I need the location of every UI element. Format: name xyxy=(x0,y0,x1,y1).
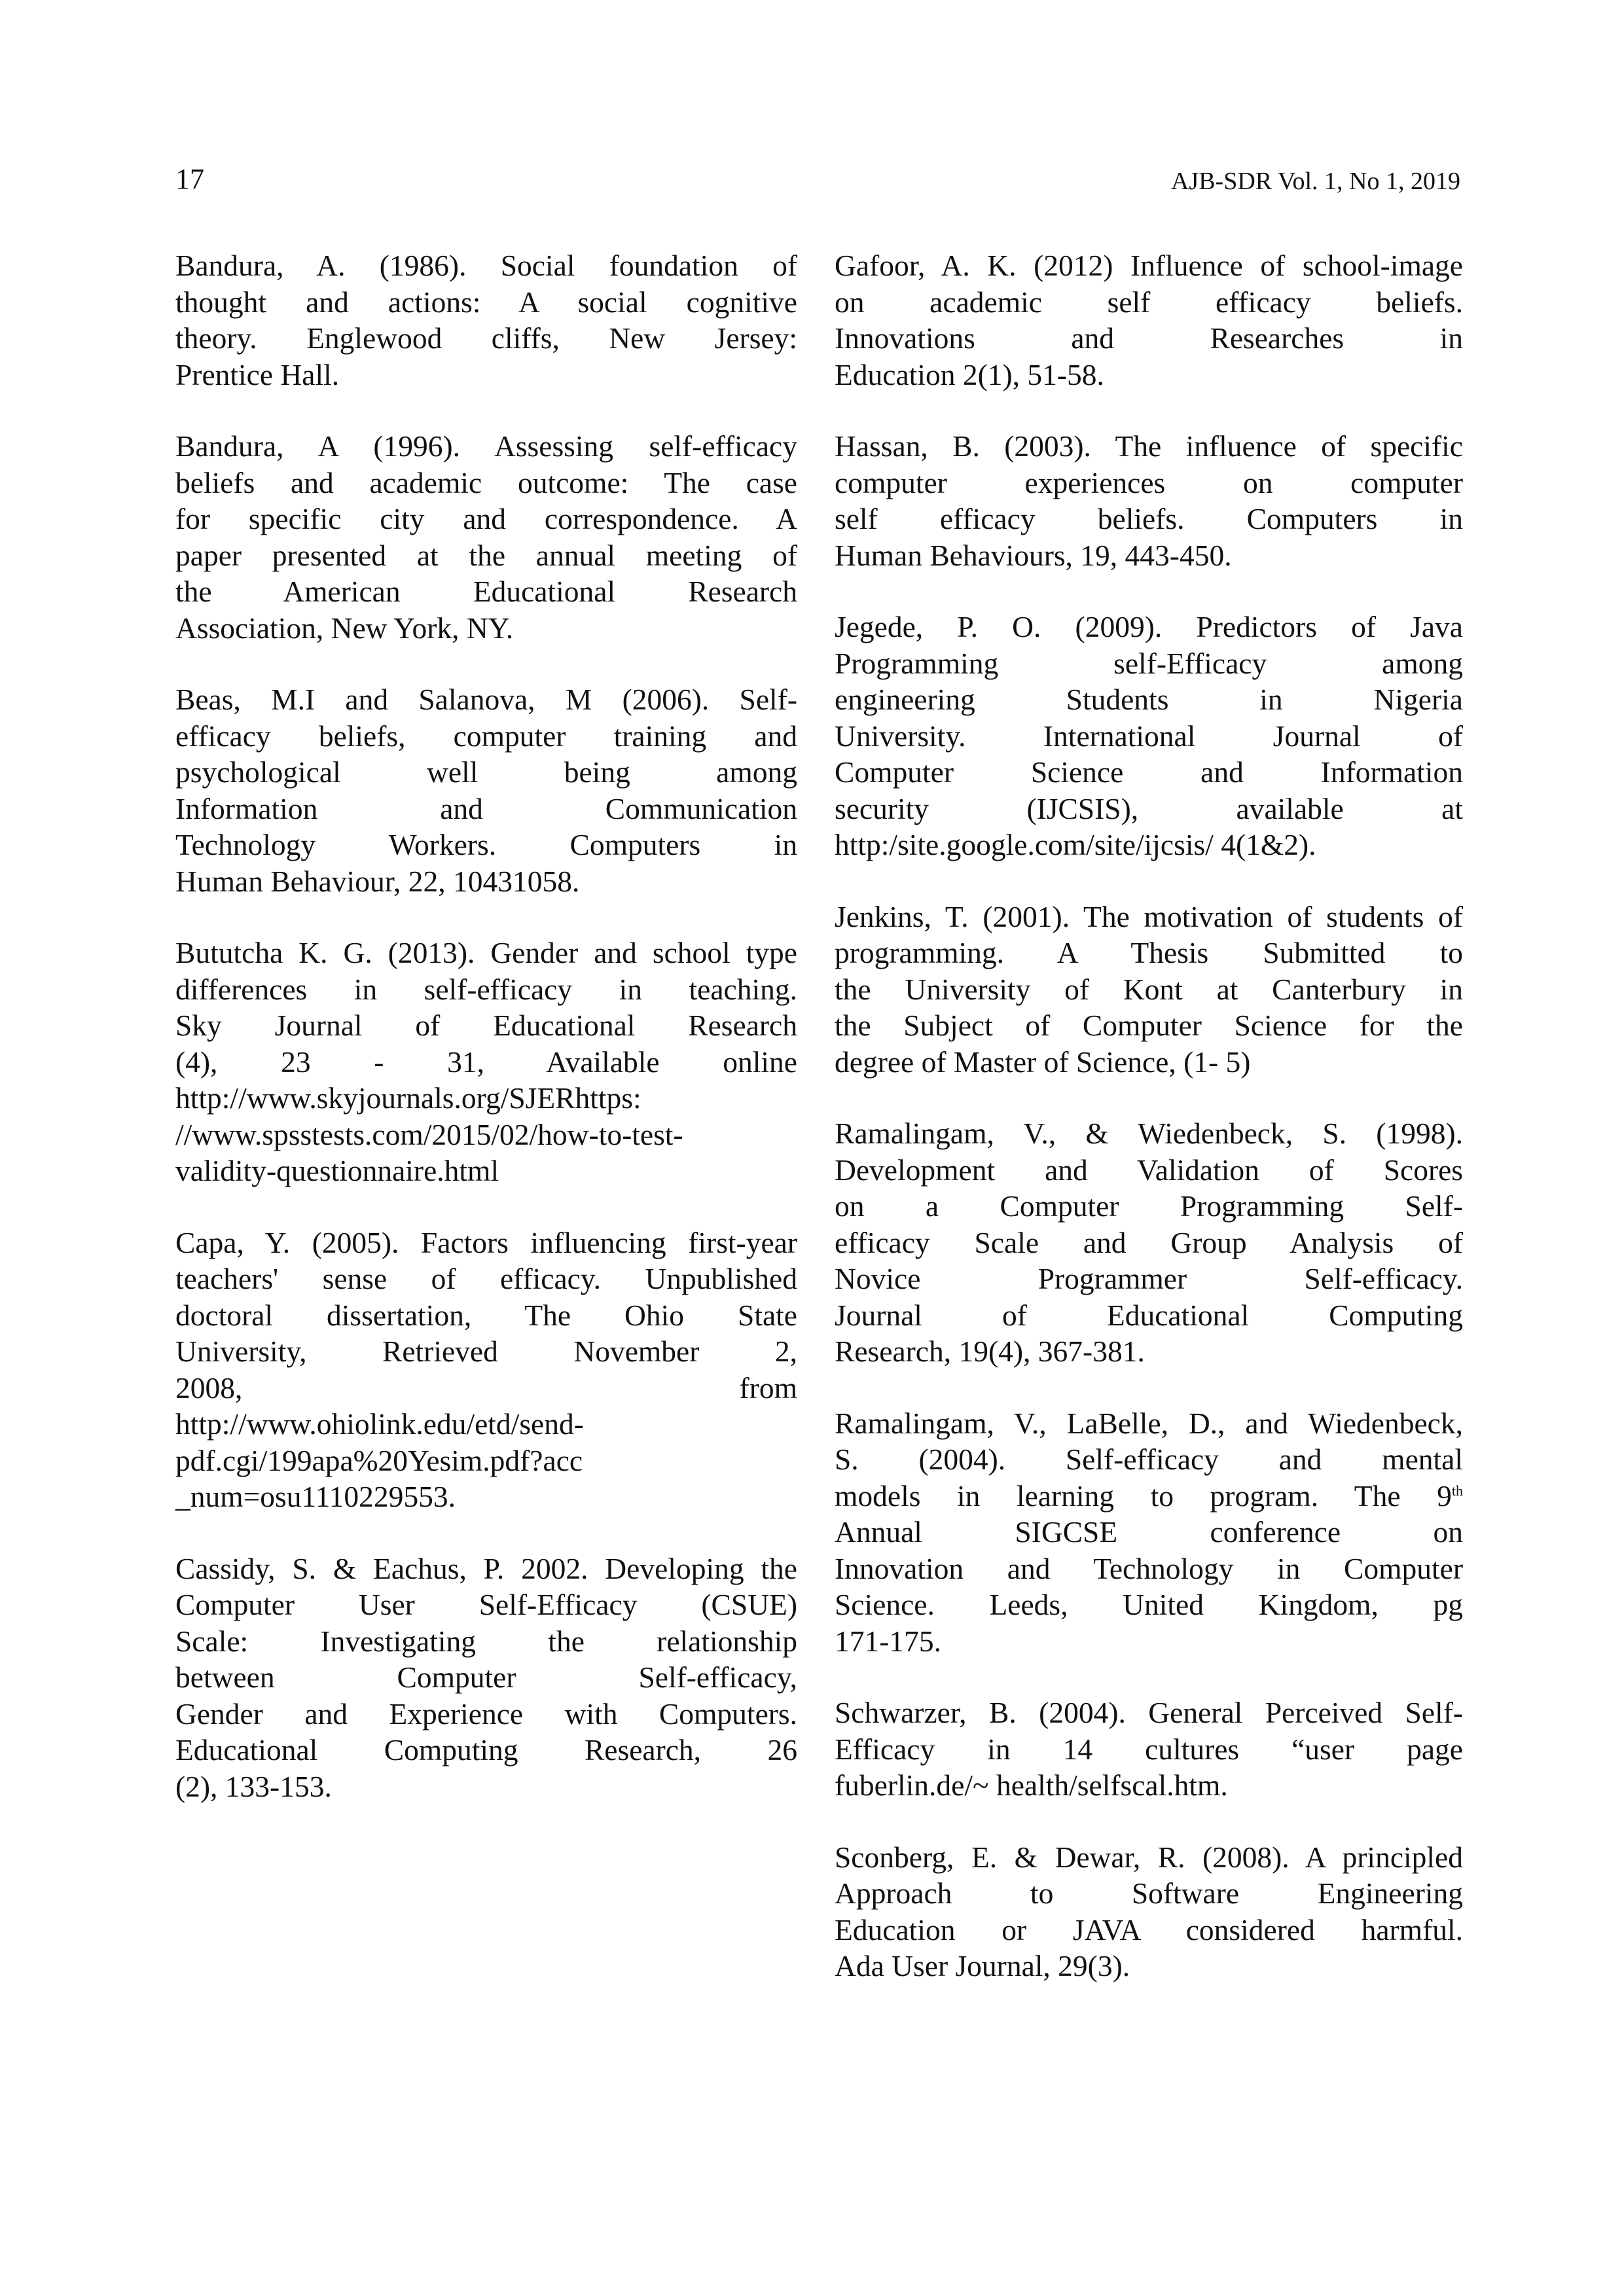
reference-line: Science. Leeds, United Kingdom, pg xyxy=(835,1588,1463,1621)
running-head: AJB-SDR Vol. 1, No 1, 2019 xyxy=(1170,168,1460,195)
reference-line: computer experiences on computer xyxy=(835,465,1463,499)
reference-line: S. (2004). Self-efficacy and mental xyxy=(835,1443,1463,1476)
reference-line: teachers' sense of efficacy. Unpublished xyxy=(175,1262,797,1295)
reference-entry xyxy=(175,681,797,899)
reference-line: University, Retrieved November 2, xyxy=(175,1335,797,1368)
reference-line: Human Behaviours, 19, 443-450. xyxy=(835,538,1232,572)
reference-line: self efficacy beliefs. Computers in xyxy=(835,502,1463,535)
reference-line: Ada User Journal, 29(3). xyxy=(835,1949,1130,1982)
reference-line: between Computer Self-efficacy, xyxy=(175,1660,797,1694)
reference-line: theory. Englewood cliffs, New Jersey: xyxy=(175,321,797,355)
reference-line: Sconberg, E. & Dewar, R. (2008). A principled xyxy=(835,1840,1463,1874)
reference-line: Education 2(1), 51-58. xyxy=(835,357,1104,391)
reference-line: Approach to Software Engineering xyxy=(835,1876,1463,1910)
reference-line: degree of Master of Science, (1- 5) xyxy=(835,1045,1251,1079)
reference-line: Programming self-Efficacy among xyxy=(835,646,1463,680)
reference-line: on a Computer Programming Self- xyxy=(835,1189,1463,1223)
reference-line: efficacy Scale and Group Analysis of xyxy=(835,1225,1463,1259)
reference-line: models in learning to program. The 9th xyxy=(835,1479,1463,1513)
reference-line: psychological well being among xyxy=(175,755,797,789)
reference-line: (2), 133-153. xyxy=(175,1769,332,1803)
reference-line: Bututcha K. G. (2013). Gender and school type xyxy=(175,936,797,969)
reference-line: Education or JAVA considered harmful. xyxy=(835,1912,1463,1946)
reference-line: pdf.cgi/199apa%20Yesim.pdf?acc xyxy=(175,1443,583,1477)
reference-line: 2008, from xyxy=(175,1371,797,1405)
reference-line: Innovations and Researches in xyxy=(835,321,1463,355)
reference-entry xyxy=(175,1551,797,1805)
reference-entry xyxy=(175,1225,797,1515)
reference-line: Jenkins, T. (2001). The motivation of students of xyxy=(835,899,1463,933)
reference-entry xyxy=(835,899,1463,1081)
reference-line: Computer User Self-Efficacy (CSUE) xyxy=(175,1588,797,1621)
reference-line: differences in self-efficacy in teaching. xyxy=(175,972,797,1006)
reference-line: //www.spsstests.com/2015/02/how-to-test- xyxy=(175,1117,683,1151)
reference-line: Sky Journal of Educational Research xyxy=(175,1009,797,1042)
reference-entry xyxy=(835,609,1463,863)
reference-entry xyxy=(835,1839,1463,1984)
reference-line: Cassidy, S. & Eachus, P. 2002. Developing the xyxy=(175,1551,797,1585)
reference-line: doctoral dissertation, The Ohio State xyxy=(175,1298,797,1332)
reference-line: Prentice Hall. xyxy=(175,357,340,391)
reference-line: the American Educational Research xyxy=(175,575,797,608)
reference-line: Technology Workers. Computers in xyxy=(175,828,797,861)
reference-entry xyxy=(175,247,797,393)
reference-line: Development and Validation of Scores xyxy=(835,1153,1463,1187)
reference-line: Bandura, A. (1986). Social foundation of xyxy=(175,249,797,282)
reference-line: Educational Computing Research, 26 xyxy=(175,1733,797,1767)
reference-line: Scale: Investigating the relationship xyxy=(175,1624,797,1658)
reference-line: Jegede, P. O. (2009). Predictors of Java xyxy=(835,610,1463,643)
reference-line: programming. A Thesis Submitted to xyxy=(835,936,1463,969)
reference-line: Ramalingam, V., LaBelle, D., and Wiedenbeck, xyxy=(835,1406,1463,1440)
reference-line: validity-questionnaire.html xyxy=(175,1154,499,1187)
ordinal-superscript: th xyxy=(1451,1482,1463,1499)
reference-line: (4), 23 - 31, Available online xyxy=(175,1045,797,1079)
reference-line: beliefs and academic outcome: The case xyxy=(175,465,797,499)
reference-entry xyxy=(175,935,797,1189)
reference-line: Novice Programmer Self-efficacy. xyxy=(835,1262,1463,1295)
reference-line: Bandura, A (1996). Assessing self-efficacy xyxy=(175,429,797,463)
reference-line: _num=osu1110229553. xyxy=(175,1480,456,1513)
reference-line: thought and actions: A social cognitive xyxy=(175,285,797,319)
reference-line: security (IJCSIS), available at xyxy=(835,791,1463,825)
reference-entry xyxy=(835,428,1463,573)
reference-line: Efficacy in 14 cultures “user page xyxy=(835,1732,1463,1766)
reference-line: Annual SIGCSE conference on xyxy=(835,1515,1463,1549)
reference-line: Association, New York, NY. xyxy=(175,611,514,645)
reference-line: Gafoor, A. K. (2012) Influence of school-image xyxy=(835,249,1463,282)
reference-entry xyxy=(835,247,1463,393)
reference-line: Journal of Educational Computing xyxy=(835,1298,1463,1332)
reference-line: Human Behaviour, 22, 10431058. xyxy=(175,864,580,898)
page-number: 17 xyxy=(175,163,204,195)
reference-line: fuberlin.de/~ health/selfscal.htm. xyxy=(835,1768,1228,1802)
reference-line: Research, 19(4), 367-381. xyxy=(835,1335,1145,1368)
reference-line: paper presented at the annual meeting of xyxy=(175,538,797,572)
reference-line: Gender and Experience with Computers. xyxy=(175,1696,797,1731)
reference-line: University. International Journal of xyxy=(835,719,1463,753)
reference-entry xyxy=(835,1695,1463,1804)
reference-line: Beas, M.I and Salanova, M (2006). Self- xyxy=(175,683,797,716)
reference-column-right xyxy=(835,247,1463,2020)
reference-line: Capa, Y. (2005). Factors influencing first-year xyxy=(175,1225,797,1259)
reference-line: Hassan, B. (2003). The influence of specific xyxy=(835,429,1463,463)
reference-entry xyxy=(835,1405,1463,1660)
reference-line: http://www.skyjournals.org/SJERhttps: xyxy=(175,1081,641,1115)
reference-line: Schwarzer, B. (2004). General Perceived Self- xyxy=(835,1696,1463,1729)
reference-entry xyxy=(175,428,797,646)
reference-line: the Subject of Computer Science for the xyxy=(835,1009,1463,1042)
reference-line: http://www.ohiolink.edu/etd/send- xyxy=(175,1407,584,1441)
reference-line: Ramalingam, V., & Wiedenbeck, S. (1998). xyxy=(835,1117,1463,1150)
reference-line: 171-175. xyxy=(835,1624,942,1658)
reference-line: efficacy beliefs, computer training and xyxy=(175,719,797,753)
reference-line: Information and Communication xyxy=(175,791,797,825)
reference-line: Computer Science and Information xyxy=(835,755,1463,789)
reference-line: engineering Students in Nigeria xyxy=(835,683,1463,716)
reference-line: on academic self efficacy beliefs. xyxy=(835,285,1463,319)
reference-line: the University of Kont at Canterbury in xyxy=(835,972,1463,1006)
reference-line: for specific city and correspondence. A xyxy=(175,502,797,535)
reference-column-left xyxy=(175,247,797,1840)
reference-line: http:/site.google.com/site/ijcsis/ 4(1&2). xyxy=(835,828,1316,861)
reference-line: Innovation and Technology in Computer xyxy=(835,1551,1463,1585)
reference-entry xyxy=(835,1115,1463,1370)
